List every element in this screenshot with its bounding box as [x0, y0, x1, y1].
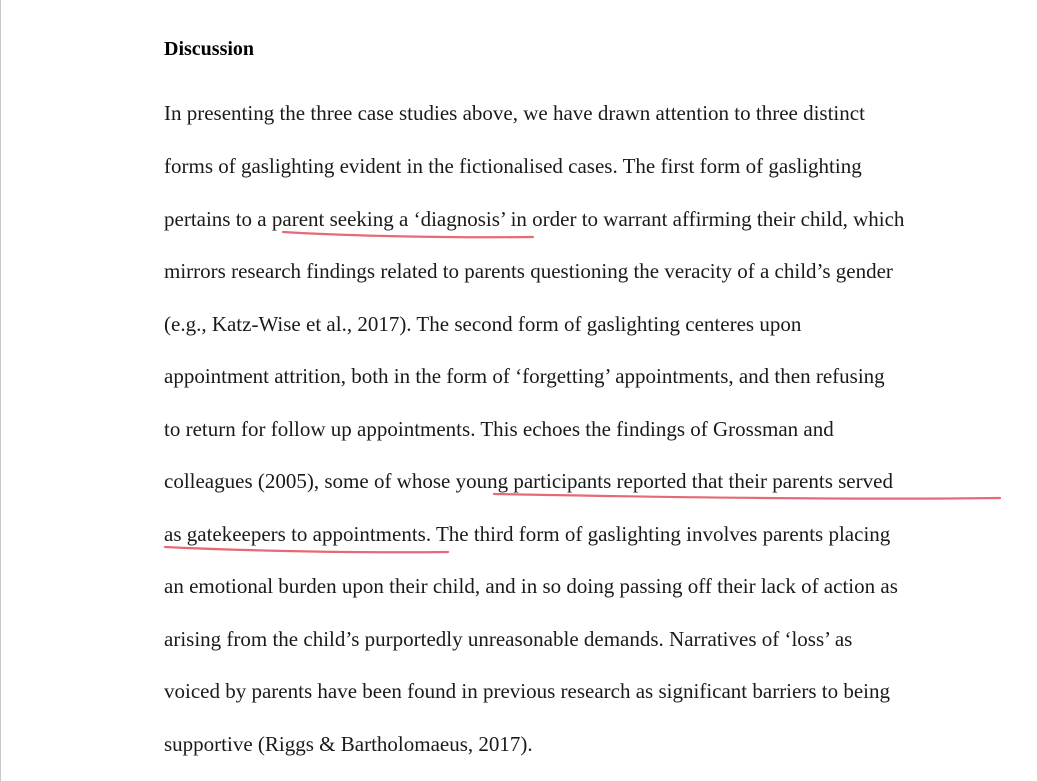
paragraph-line-12: voiced by parents have been found in previous research as significant barriers to being	[164, 679, 890, 703]
paragraph-line-11: arising from the child’s purportedly unreasonable demands. Narratives of ‘loss’ as	[164, 627, 853, 651]
underline-mark-gatekeepers	[165, 547, 448, 552]
paragraph-line-6: appointment attrition, both in the form of ‘forgetting’ appointments, and then refusing	[164, 364, 885, 388]
paragraph-line-2: forms of gaslighting evident in the fictionalised cases. The first form of gaslighting	[164, 154, 862, 178]
paragraph-line-9: as gatekeepers to appointments. The third form of gaslighting involves parents placing	[164, 522, 891, 546]
underline-mark-diagnosis	[283, 232, 533, 237]
paragraph-line-10: an emotional burden upon their child, and in so doing passing off their lack of action as	[164, 574, 898, 598]
paragraph-line-4: mirrors research findings related to parents questioning the veracity of a child’s gender	[164, 259, 893, 283]
paragraph-line-8: colleagues (2005), some of whose young participants reported that their parents served	[164, 469, 893, 493]
paragraph-line-13: supportive (Riggs & Bartholomaeus, 2017).	[164, 732, 533, 756]
paragraph-line-3: pertains to a parent seeking a ‘diagnosis’ in order to warrant affirming their child, which	[164, 207, 905, 231]
paragraph-line-5: (e.g., Katz-Wise et al., 2017). The second form of gaslighting centeres upon	[164, 312, 802, 336]
section-heading: Discussion	[164, 38, 255, 60]
underline-mark-young-participants	[494, 494, 1000, 499]
page-left-border	[0, 0, 1, 781]
paragraph-line-7: to return for follow up appointments. This echoes the findings of Grossman and	[164, 417, 834, 441]
paragraph-line-1: In presenting the three case studies above, we have drawn attention to three distinct	[164, 101, 865, 125]
